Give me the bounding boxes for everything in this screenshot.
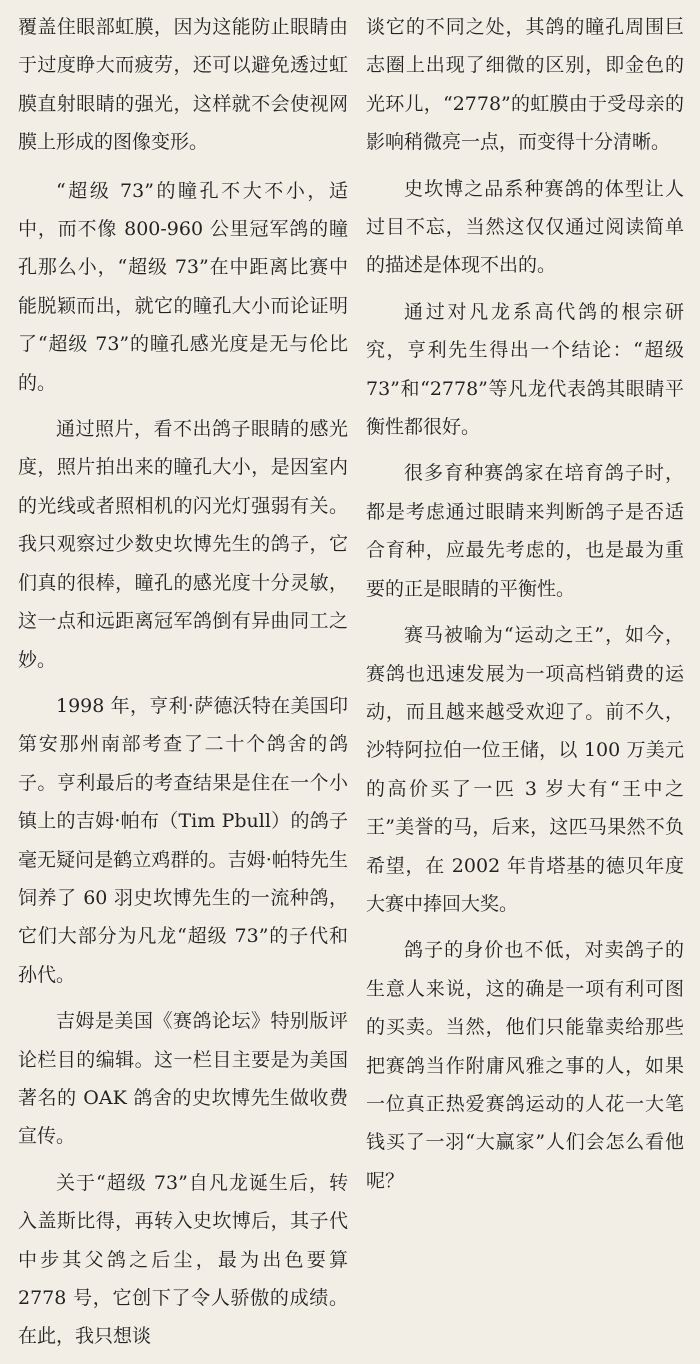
- paragraph: 鸽子的身价也不低，对卖鸽子的生意人来说，这的确是一项有利可图的买卖。当然，他们只能靠卖给那些把赛鸽当作附庸风雅之事的人，如果一位真正热爱赛鸽运动的人花一大笔钱买了一羽“大赢家”人们会怎么看他呢？: [366, 939, 684, 1192]
- paragraph: 史坎博之品系种赛鸽的体型让人过目不忘，当然这仅仅通过阅读简单的描述是体现不出的。: [366, 177, 684, 277]
- left-column: [18, 8, 348, 1364]
- paragraph: 吉姆是美国《赛鸽论坛》特别版评论栏目的编辑。这一栏目主要是为美国著名的 OAK 鸽舍的史坎博先生做收费宣传。: [18, 1010, 348, 1148]
- paragraph: 通过照片，看不出鸽子眼睛的感光度，照片拍出来的瞳孔大小，是因室内的光线或者照相机的闪光灯强弱有关。我只观察过少数史坎博先生的鸽子，它们真的很棒，瞳孔的感光度十分灵敏，这一点和远距离冠军鸽倒有异曲同工之妙。: [18, 418, 348, 671]
- paragraph: 赛马被喻为“运动之王”，如今，赛鸽也迅速发展为一项高档销费的运动，而且越来越受欢迎了。前不久，沙特阿拉伯一位王储，以 100 万美元的高价买了一匹 3 岁大有“王中之王”美誉的马，后来，这匹马果然不负希望，在 2002 年肯塔基的德贝年度大赛中捧回大奖。: [366, 624, 684, 915]
- paragraph: 谈它的不同之处，其鸽的瞳孔周围巨志圈上出现了细微的区别，即金色的光环儿，“2778”的虹膜由于受母亲的影响稍微亮一点，而变得十分清晰。: [366, 16, 684, 154]
- paragraph: 通过对凡龙系高代鸽的根宗研究，亨利先生得出一个结论：“超级 73”和“2778”等凡龙代表鸽其眼睛平衡性都很好。: [366, 300, 684, 439]
- paragraph: 覆盖住眼部虹膜，因为这能防止眼睛由于过度睁大而疲劳，还可以避免透过虹膜直射眼睛的强光，这样就不会使视网膜上形成的图像变形。: [18, 16, 348, 154]
- paragraph: “超级 73”的瞳孔不大不小，适中，而不像 800-960 公里冠军鸽的瞳孔那么小，“超级 73”在中距离比赛中能脱颖而出，就它的瞳孔大小而论证明了“超级 73”的瞳孔感光度是无与伦比的。: [18, 179, 348, 394]
- paragraph: 很多育种赛鸽家在培育鸽子时，都是考虑通过眼睛来判断鸽子是否适合育种，应最先考虑的，也是最为重要的正是眼睛的平衡性。: [366, 462, 684, 600]
- paragraph: 关于“超级 73”自凡龙诞生后，转入盖斯比得，再转入史坎博后，其子代中步其父鸽之后尘，最为出色要算 2778 号，它创下了令人骄傲的成绩。在此，我只想谈: [18, 1171, 348, 1348]
- paragraph: 1998 年，亨利·萨德沃特在美国印第安那州南部考查了二十个鸽舍的鸽子。亨利最后的考查结果是住在一个小镇上的吉姆·帕布（Tim Pbull）的鸽子毫无疑问是鹤立鸡群的。吉姆·帕特先生饲养了 60 羽史坎博先生的一流种鸽，它们大部分为凡龙“超级 73”的子代和孙代。: [18, 694, 348, 986]
- right-column: [366, 8, 684, 1208]
